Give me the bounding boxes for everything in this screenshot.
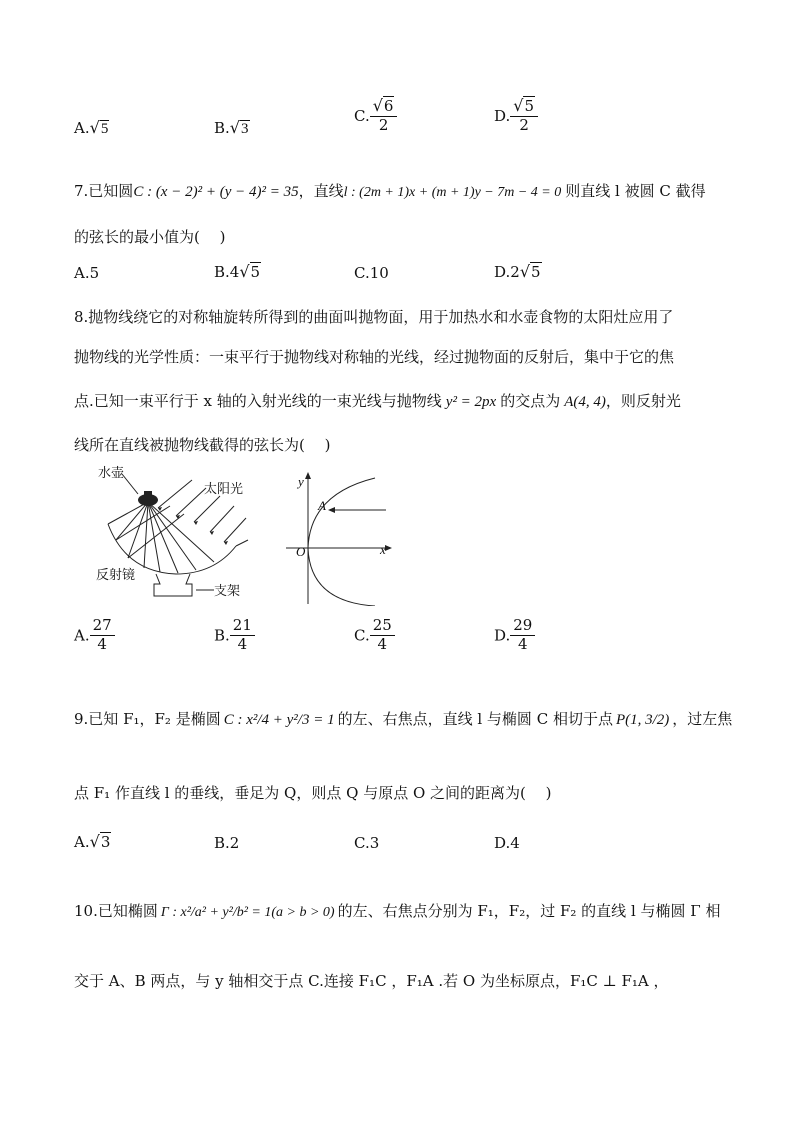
q6-option-b — [214, 118, 250, 138]
text: 则直线 l 被圆 C 截得 — [565, 182, 706, 200]
origin-label: O — [296, 544, 306, 559]
option-label: A. — [74, 119, 90, 137]
radicand: 6 — [383, 97, 394, 115]
q7-stem-line2: 的弦长的最小值为( ) — [74, 228, 226, 246]
q6-option-a — [74, 118, 109, 138]
text: 的左、右焦点，直线 l 与椭圆 C 相切于点 — [337, 710, 613, 728]
option-label: D. — [494, 106, 511, 125]
q8-option-d — [494, 618, 535, 653]
fraction — [510, 618, 535, 653]
fraction — [370, 618, 395, 653]
q7-number: 7.已知圆 — [74, 182, 134, 200]
q10-stem-line2: 交于 A、B 两点，与 y 轴相交于点 C.连接 F₁C ，F₁A .若 O 为坐标原点，F₁C ⊥ F₁A ， — [74, 972, 669, 990]
fraction — [90, 618, 115, 653]
q9-stem — [74, 708, 732, 729]
option-label: A. — [74, 833, 90, 851]
denominator: 2 — [378, 115, 389, 134]
option-label: D. — [494, 263, 511, 281]
axis-y-label: y — [298, 474, 304, 489]
option-label: C. — [354, 626, 370, 645]
numerator: 29 — [510, 618, 535, 636]
q8-option-b — [214, 618, 255, 653]
sqrt: √3 — [89, 832, 111, 851]
ellipse-equation: Γ : x²/a² + y²/b² = 1(a > b > 0) — [160, 905, 335, 920]
q8-stem-line4: 线所在直线被抛物线截得的弦长为( ) — [74, 436, 331, 454]
option-label: B. — [214, 263, 230, 281]
denominator: 2 — [519, 115, 529, 134]
sqrt: √5 — [89, 118, 109, 137]
radicand: 3 — [241, 121, 249, 137]
radicand: 5 — [524, 97, 535, 115]
numerator: 21 — [230, 618, 255, 636]
line-equation: l : (2m + 1)x + (m + 1)y − 7m − 4 = 0 — [343, 185, 562, 200]
q8-option-a — [74, 618, 115, 653]
label-stand: 支架 — [214, 584, 241, 599]
label-mirror: 反射镜 — [96, 568, 136, 583]
circle-equation: C : (x − 2)² + (y − 4)² = 35 — [133, 184, 299, 200]
option-label: B. — [214, 626, 230, 645]
text: ，直线 — [298, 182, 344, 200]
parabola-drawing — [280, 470, 400, 606]
solar-cooker-figure — [96, 462, 266, 602]
q6-option-c — [354, 98, 397, 134]
parabola-figure — [280, 470, 400, 606]
q7-option-a: A.5 — [74, 264, 100, 282]
axis-x-label: x — [380, 542, 386, 557]
sqrt: √5 — [519, 262, 541, 281]
fraction: $\frac{√6}{2}$ — [370, 98, 398, 134]
point-a: A(4, 4) — [564, 394, 606, 410]
q7-stem — [74, 180, 706, 201]
q8-stem-line1: 8.抛物线绕它的对称轴旋转所得到的曲面叫抛物面，用于加热水和水壶食物的太阳灶应用了 — [74, 308, 674, 326]
q10-stem — [74, 900, 720, 921]
point-p: P(1, 3/2) — [615, 712, 670, 728]
q6-option-d — [494, 98, 538, 134]
sqrt: √5 — [239, 262, 261, 281]
radicand: 3 — [100, 833, 111, 851]
denominator: 4 — [97, 634, 107, 653]
text: 9.已知 F₁，F₂ 是椭圆 — [74, 710, 221, 728]
q9-option-b: B.2 — [214, 834, 240, 852]
text: 点.已知一束平行于 x 轴的入射光线的一束光线与抛物线 — [74, 392, 442, 410]
q9-option-c: C.3 — [354, 834, 380, 852]
coefficient: 4 — [229, 263, 240, 281]
text: ，过左焦 — [672, 710, 733, 728]
q9-option-a — [74, 832, 111, 851]
radicand: 5 — [531, 263, 541, 281]
denominator: 4 — [377, 634, 388, 653]
text: ，则反射光 — [605, 392, 681, 410]
label-kettle: 水壶 — [98, 466, 125, 481]
q7-option-c: C.10 — [354, 264, 389, 282]
radicand: 5 — [250, 263, 261, 281]
radicand: 5 — [100, 121, 109, 137]
q7-option-b — [214, 262, 261, 281]
q8-option-c — [354, 618, 395, 653]
numerator: 27 — [90, 618, 115, 636]
q8-stem-line3 — [74, 390, 681, 411]
q9-stem-line2: 点 F₁ 作直线 l 的垂线，垂足为 Q，则点 Q 与原点 O 之间的距离为( ) — [74, 784, 552, 802]
denominator: 4 — [518, 634, 528, 653]
text: 的左、右焦点分别为 F₁，F₂，过 F₂ 的直线 l 与椭圆 Γ 相 — [337, 902, 721, 920]
label-sunlight: 太阳光 — [204, 482, 244, 497]
parabola-equation: y² = 2px — [445, 394, 497, 410]
point-a-label: A — [318, 498, 326, 513]
option-label: B. — [214, 119, 230, 137]
q7-option-d — [494, 262, 542, 281]
numerator: 25 — [370, 618, 395, 636]
option-label: C. — [354, 106, 370, 125]
coefficient: 2 — [510, 263, 520, 281]
denominator: 4 — [237, 634, 248, 653]
option-label: A. — [74, 626, 90, 645]
text: 10.已知椭圆 — [74, 902, 158, 920]
fraction — [230, 618, 255, 653]
q8-stem-line2: 抛物线的光学性质：一束平行于抛物线对称轴的光线，经过抛物面的反射后，集中于它的焦 — [74, 348, 675, 366]
q9-option-d: D.4 — [494, 834, 520, 852]
ellipse-equation: C : x²/4 + y²/3 = 1 — [223, 712, 335, 728]
sqrt: √3 — [229, 118, 249, 137]
text: 的交点为 — [500, 392, 561, 410]
fraction: $\frac{√5}{2}$ — [510, 98, 538, 134]
option-label: D. — [494, 626, 511, 645]
